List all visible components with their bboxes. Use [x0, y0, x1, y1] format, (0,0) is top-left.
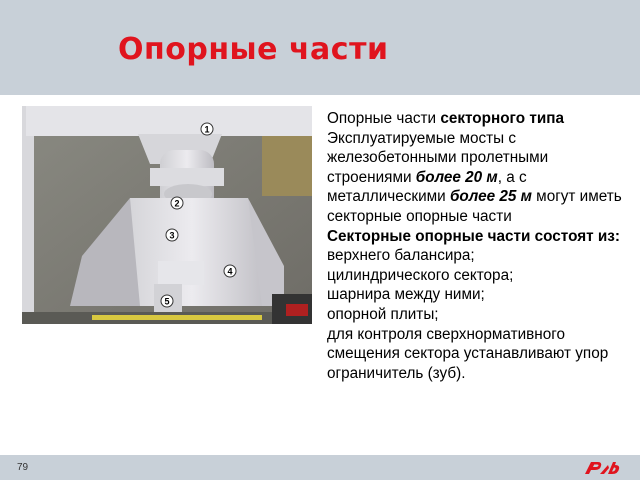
components-heading-text: Секторные опорные части состоят из:	[327, 227, 620, 245]
intro-line	[327, 109, 632, 129]
description-text-3: могут иметь секторные опорные части	[327, 188, 622, 225]
page-number: 79	[17, 462, 29, 473]
slide-title: Опорные части	[118, 32, 389, 67]
photo-marker-5	[161, 295, 173, 307]
photo-markers	[22, 106, 312, 324]
description-text-1: Эксплуатируемые мосты с железобетонными пролетными строениями	[327, 129, 549, 186]
intro-bold: секторного типа	[440, 110, 564, 127]
svg-text:1: 1	[204, 124, 210, 135]
photo-marker-1	[201, 123, 213, 135]
intro-text: Опорные части	[327, 110, 441, 127]
component-item-1: верхнего балансира;	[327, 247, 475, 265]
rzd-logo-icon	[582, 459, 622, 482]
photo-marker-4	[224, 265, 236, 277]
components-heading	[327, 227, 632, 247]
component-item-5: для контроля сверхнормативного смещения сектора устанавливают упор ограничитель (зуб).	[327, 325, 609, 382]
svg-text:2: 2	[174, 198, 180, 209]
footer-bar	[0, 455, 640, 480]
svg-text:4: 4	[227, 266, 233, 277]
description-bold-2: более 25 м	[449, 188, 532, 206]
description-bold-1: более 20 м	[415, 168, 498, 186]
component-item-3: шарнира между ними;	[327, 286, 485, 304]
photo-marker-3	[166, 229, 178, 241]
bearing-photo	[22, 106, 312, 324]
body-text	[327, 109, 632, 383]
description-text-2: , а с металлическими	[327, 168, 527, 206]
svg-text:3: 3	[169, 230, 175, 241]
component-item-2: цилиндрического сектора;	[327, 266, 514, 284]
svg-text:5: 5	[164, 296, 170, 307]
description-paragraph	[327, 129, 632, 227]
component-item-4: опорной плиты;	[327, 305, 439, 323]
photo-marker-2	[171, 197, 183, 209]
